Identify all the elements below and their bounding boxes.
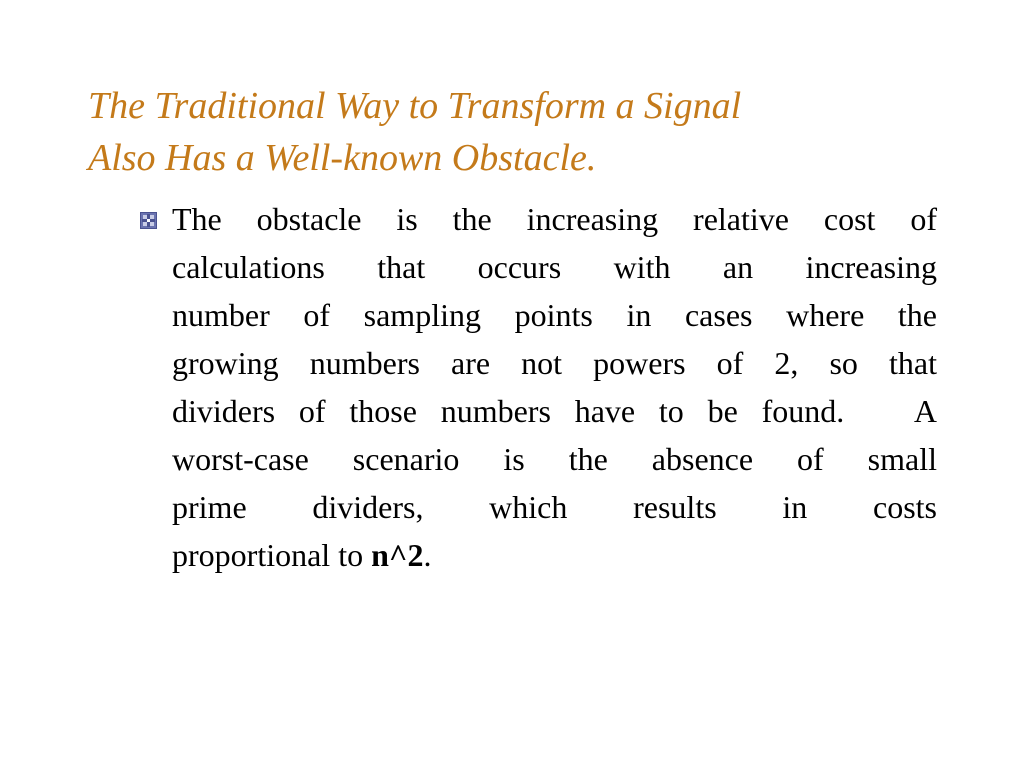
bullet-line-8-suffix: . <box>423 537 432 573</box>
bullet-line-8-prefix: proportional to <box>172 537 372 573</box>
bullet-line-2: calculations that occurs with an increasing <box>172 249 937 285</box>
bullet-line-8 <box>172 531 937 579</box>
bullet-line-1: The obstacle is the increasing relative cost of <box>172 201 937 237</box>
bullet-line-6: worst-case scenario is the absence of small <box>172 441 937 477</box>
bullet-line-3: number of sampling points in cases where the <box>172 297 937 333</box>
formula-n-squared: n^2 <box>371 537 424 573</box>
slide-title <box>88 80 948 184</box>
bullet-line-4: growing numbers are not powers of 2, so that <box>172 345 937 381</box>
bullet-line-5: dividers of those numbers have to be found. A <box>172 393 937 429</box>
square-bullet-icon <box>140 212 157 229</box>
bullet-line-7: prime dividers, which results in costs <box>172 489 937 525</box>
title-line-1: The Traditional Way to Transform a Signal <box>88 85 742 127</box>
title-line-2: Also Has a Well-known Obstacle. <box>88 137 597 179</box>
bullet-text <box>172 195 937 579</box>
